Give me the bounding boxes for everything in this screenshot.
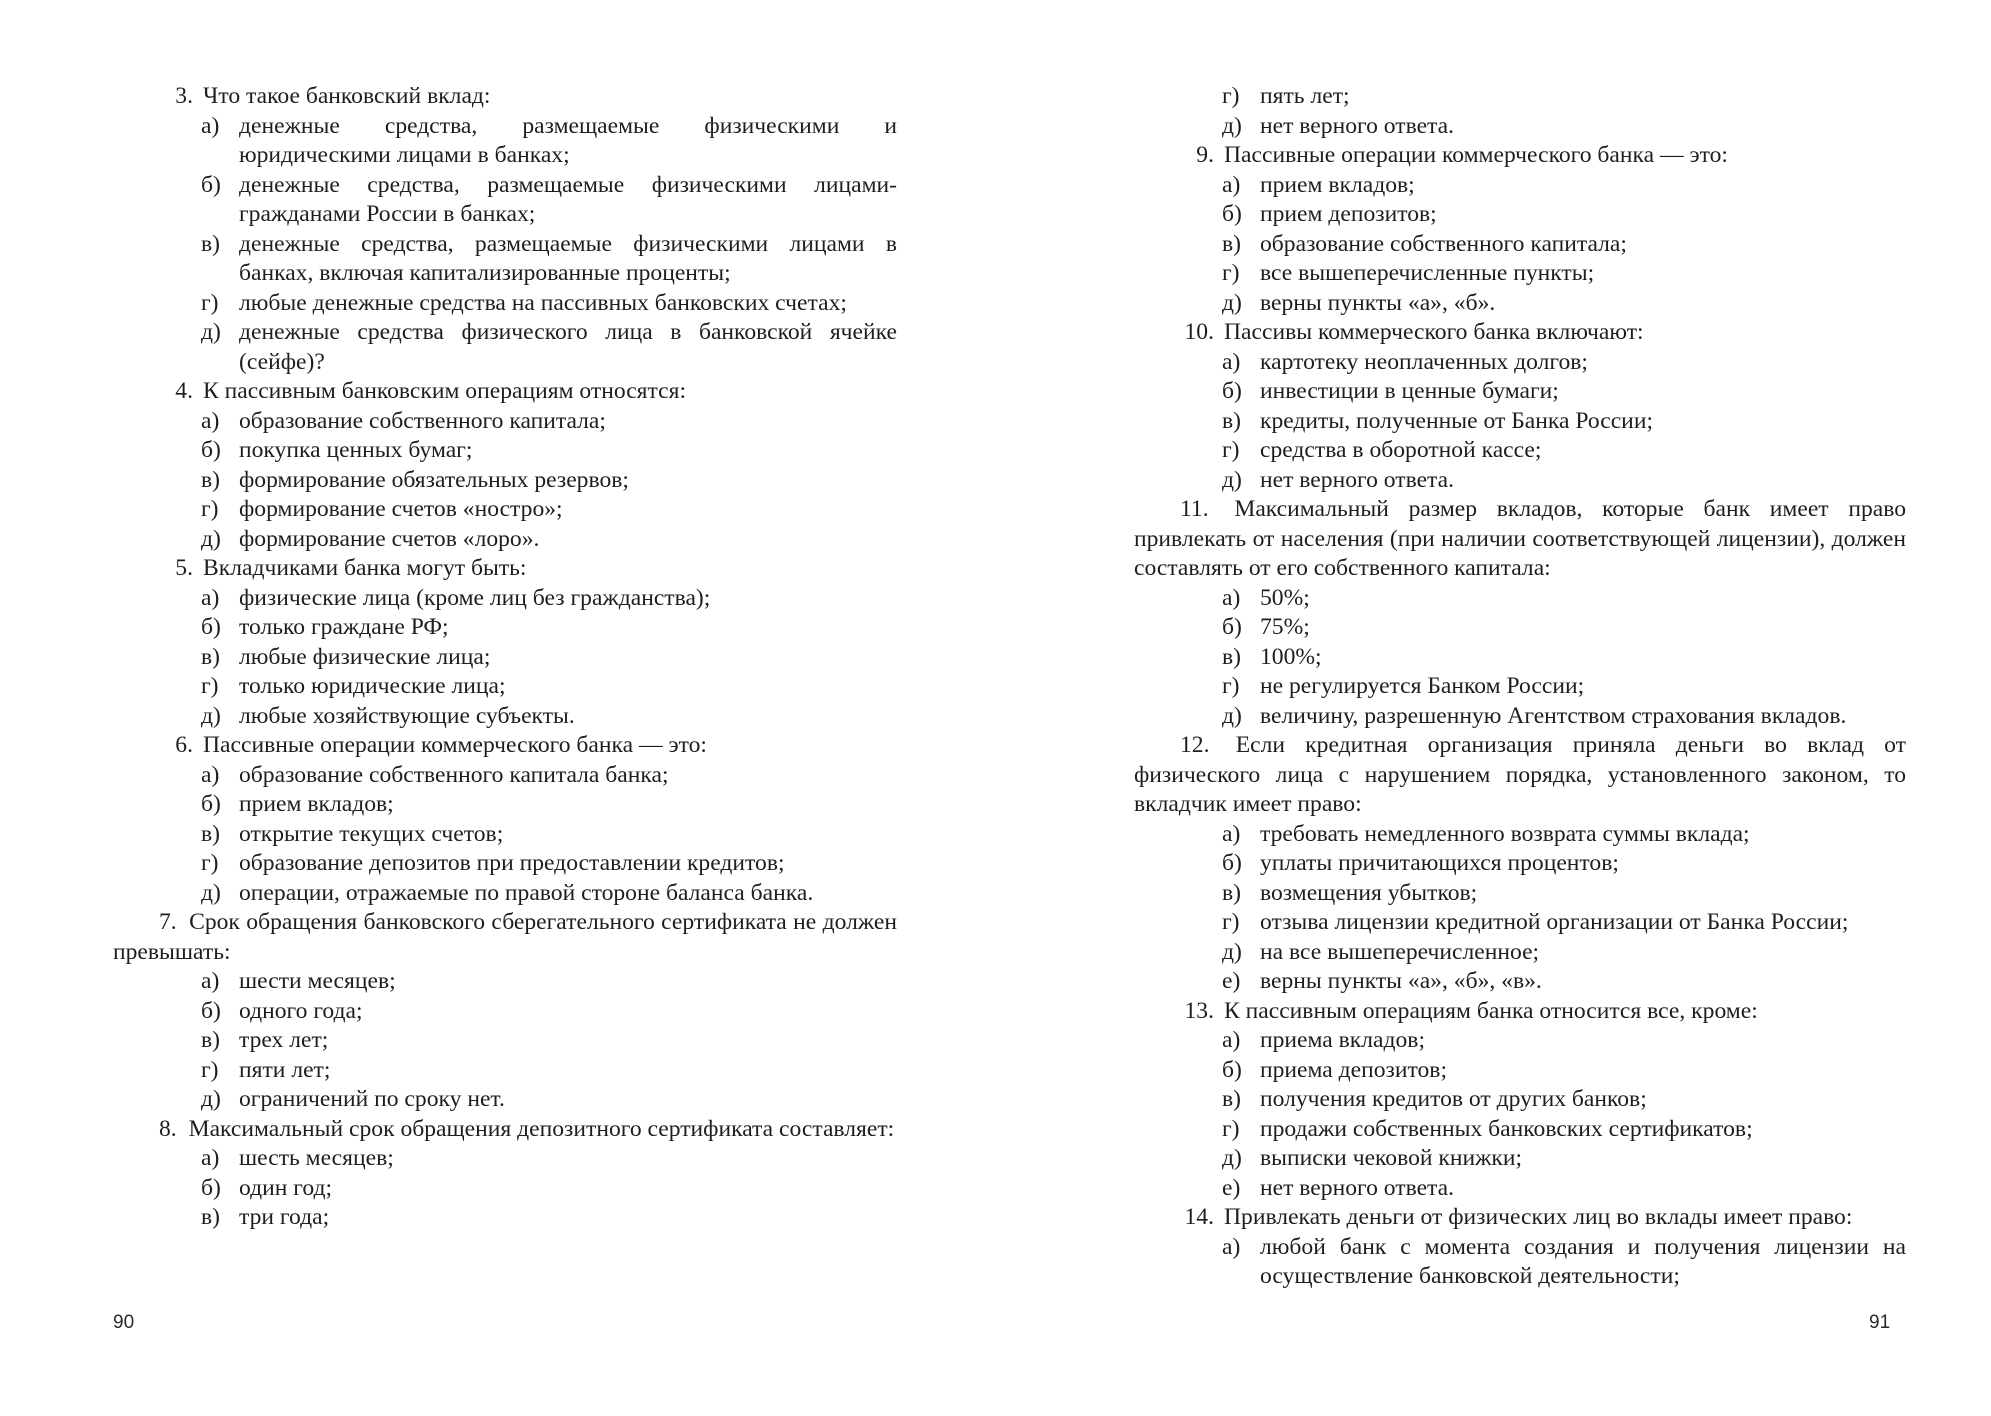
question-5 bbox=[113, 554, 897, 584]
option-letter: е) bbox=[1222, 1174, 1241, 1201]
option-letter: б) bbox=[1222, 1056, 1242, 1083]
option-text: любые хозяйствующие субъекты. bbox=[239, 702, 575, 729]
question-number: 11. bbox=[1180, 496, 1209, 522]
option-text: средства в оборотной кассе; bbox=[1260, 437, 1542, 463]
option-text: не регулируется Банком России; bbox=[1260, 673, 1585, 699]
option-letter: б) bbox=[201, 614, 221, 640]
answer-option bbox=[201, 584, 897, 614]
answer-option bbox=[201, 879, 897, 909]
question-text: Максимальный срок обращения депозитного сертификата составляет: bbox=[188, 1115, 895, 1142]
option-text: образование собственного капитала банка; bbox=[239, 761, 669, 788]
answer-option bbox=[1222, 613, 1906, 643]
question-number: 4. bbox=[175, 378, 193, 404]
option-letter: в) bbox=[1222, 230, 1241, 257]
option-text: требовать немедленного возврата суммы вклада; bbox=[1260, 820, 1750, 847]
option-text: открытие текущих счетов; bbox=[239, 820, 504, 847]
answer-option bbox=[1222, 849, 1906, 879]
option-text: на все вышеперечисленное; bbox=[1260, 938, 1540, 965]
option-text: нет верного ответа. bbox=[1260, 1174, 1455, 1201]
answer-option bbox=[1222, 1174, 1906, 1204]
option-text: денежные средства, размещаемые физическими лицами в банках, включая капитализированные проценты; bbox=[239, 230, 897, 286]
option-letter: г) bbox=[201, 496, 219, 522]
question-number: 10. bbox=[1184, 319, 1214, 345]
option-letter: д) bbox=[201, 319, 221, 345]
answer-option bbox=[201, 790, 897, 820]
right-page-text bbox=[1134, 82, 1906, 1292]
option-text: только граждане РФ; bbox=[239, 614, 449, 640]
question-7 bbox=[113, 908, 897, 967]
answer-option bbox=[1222, 436, 1906, 466]
question-text: Пассивные операции коммерческого банка — это: bbox=[203, 732, 707, 758]
question-9 bbox=[1134, 141, 1906, 171]
question-text: Пассивные операции коммерческого банка — это: bbox=[1224, 142, 1728, 168]
option-letter: а) bbox=[1222, 1027, 1241, 1053]
option-letter: д) bbox=[201, 702, 221, 729]
question-number: 8. bbox=[159, 1115, 177, 1142]
option-text: денежные средства физического лица в банковской ячейке (сейфе)? bbox=[239, 319, 897, 375]
answer-option bbox=[1222, 584, 1906, 614]
option-text: 50%; bbox=[1260, 584, 1310, 611]
option-text: пяти лет; bbox=[239, 1056, 331, 1083]
option-letter: д) bbox=[201, 879, 221, 906]
answer-option bbox=[201, 1203, 897, 1233]
question-number: 13. bbox=[1184, 997, 1214, 1024]
option-text: любой банк с момента создания и получения лицензии на осуществление банковской деятельности; bbox=[1260, 1233, 1906, 1289]
option-letter: д) bbox=[1222, 702, 1242, 729]
option-text: шесть месяцев; bbox=[239, 1145, 394, 1171]
option-text: возмещения убытков; bbox=[1260, 879, 1478, 906]
option-letter: г) bbox=[201, 673, 219, 699]
question-14 bbox=[1134, 1203, 1906, 1233]
answer-option bbox=[201, 318, 897, 377]
option-text: формирование счетов «лоро». bbox=[239, 525, 540, 552]
option-letter: а) bbox=[201, 584, 220, 611]
option-letter: б) bbox=[201, 437, 221, 463]
option-letter: в) bbox=[201, 1204, 220, 1230]
answer-option bbox=[1222, 259, 1906, 289]
answer-option bbox=[1222, 820, 1906, 850]
option-text: 100%; bbox=[1260, 643, 1322, 670]
option-text: 75%; bbox=[1260, 614, 1310, 640]
answer-option bbox=[1222, 967, 1906, 997]
option-letter: д) bbox=[1222, 1145, 1242, 1171]
option-text: трех лет; bbox=[239, 1027, 329, 1053]
answer-option bbox=[201, 525, 897, 555]
option-text: три года; bbox=[239, 1204, 330, 1230]
answer-option bbox=[1222, 1233, 1906, 1292]
answer-option bbox=[1222, 466, 1906, 496]
option-letter: в) bbox=[201, 230, 220, 257]
answer-option bbox=[201, 407, 897, 437]
option-letter: д) bbox=[201, 1086, 221, 1112]
answer-option bbox=[201, 702, 897, 732]
option-text: уплаты причитающихся процентов; bbox=[1260, 850, 1619, 876]
answer-option bbox=[1222, 643, 1906, 673]
option-letter: б) bbox=[201, 791, 221, 817]
answer-option bbox=[1222, 1056, 1906, 1086]
option-text: инвестиции в ценные бумаги; bbox=[1260, 378, 1559, 404]
option-text: формирование счетов «ностро»; bbox=[239, 496, 563, 522]
option-letter: а) bbox=[1222, 171, 1241, 198]
question-number: 12. bbox=[1180, 732, 1210, 758]
answer-option bbox=[201, 967, 897, 997]
option-text: шести месяцев; bbox=[239, 968, 396, 994]
option-letter: г) bbox=[1222, 260, 1240, 286]
option-text: продажи собственных банковских сертификатов; bbox=[1260, 1115, 1753, 1142]
option-text: формирование обязательных резервов; bbox=[239, 466, 629, 493]
option-letter: г) bbox=[201, 1056, 219, 1083]
answer-option bbox=[201, 820, 897, 850]
answer-option bbox=[1222, 171, 1906, 201]
option-text: нет верного ответа. bbox=[1260, 466, 1455, 493]
answer-option bbox=[201, 495, 897, 525]
option-letter: а) bbox=[201, 112, 220, 139]
option-letter: в) bbox=[1222, 1086, 1241, 1112]
option-text: одного года; bbox=[239, 997, 363, 1024]
option-letter: д) bbox=[1222, 289, 1242, 316]
answer-option bbox=[201, 466, 897, 496]
option-letter: в) bbox=[1222, 879, 1241, 906]
answer-option bbox=[1222, 908, 1906, 938]
answer-option bbox=[1222, 407, 1906, 437]
answer-option bbox=[201, 1026, 897, 1056]
option-letter: г) bbox=[201, 850, 219, 876]
option-text: один год; bbox=[239, 1174, 333, 1201]
option-text: ограничений по сроку нет. bbox=[239, 1086, 505, 1112]
answer-option bbox=[1222, 1115, 1906, 1145]
option-letter: в) bbox=[201, 1027, 220, 1053]
option-letter: д) bbox=[1222, 466, 1242, 493]
option-letter: д) bbox=[1222, 938, 1242, 965]
option-text: картотеку неоплаченных долгов; bbox=[1260, 348, 1588, 375]
option-letter: а) bbox=[201, 407, 220, 434]
answer-option bbox=[201, 849, 897, 879]
option-letter: б) bbox=[1222, 378, 1242, 404]
left-page-text bbox=[113, 82, 897, 1233]
option-letter: а) bbox=[1222, 820, 1241, 847]
answer-option bbox=[201, 171, 897, 230]
option-letter: г) bbox=[201, 289, 219, 316]
option-letter: г) bbox=[1222, 673, 1240, 699]
option-letter: в) bbox=[201, 643, 220, 670]
question-text: Максимальный размер вкладов, которые банк имеет право привлекать от населения (при наличии соответствующей лицензии), должен составлять от его собственного капитала: bbox=[1134, 496, 1906, 581]
option-letter: а) bbox=[1222, 348, 1241, 375]
question-number: 14. bbox=[1184, 1204, 1214, 1230]
question-text: К пассивным банковским операциям относятся: bbox=[203, 378, 687, 404]
answer-option bbox=[201, 643, 897, 673]
option-text: любые физические лица; bbox=[239, 643, 491, 670]
question-number: 3. bbox=[175, 83, 193, 109]
option-letter: б) bbox=[201, 997, 221, 1024]
option-letter: в) bbox=[1222, 407, 1241, 434]
option-letter: б) bbox=[1222, 614, 1242, 640]
page-number: 90 bbox=[113, 1312, 135, 1333]
answer-option bbox=[1222, 672, 1906, 702]
option-text: покупка ценных бумаг; bbox=[239, 437, 473, 463]
question-text: Вкладчиками банка могут быть: bbox=[203, 555, 527, 581]
question-number: 5. bbox=[175, 555, 193, 581]
right-page bbox=[1000, 0, 1991, 1416]
answer-option bbox=[1222, 938, 1906, 968]
answer-option bbox=[1222, 1144, 1906, 1174]
option-letter: а) bbox=[1222, 584, 1241, 611]
option-text: прием вкладов; bbox=[239, 791, 394, 817]
option-letter: д) bbox=[201, 525, 221, 552]
option-letter: б) bbox=[1222, 201, 1242, 227]
answer-option bbox=[201, 672, 897, 702]
question-text: Привлекать деньги от физических лиц во вклады имеет право: bbox=[1224, 1204, 1853, 1230]
question-text: Если кредитная организация приняла деньги во вклад от физического лица с нарушением порядка, установленного законом, то вкладчик имеет право: bbox=[1134, 732, 1906, 817]
question-8 bbox=[113, 1115, 897, 1145]
option-text: любые денежные средства на пассивных банковских счетах; bbox=[239, 289, 847, 316]
option-text: только юридические лица; bbox=[239, 673, 506, 699]
answer-option bbox=[1222, 82, 1906, 112]
answer-option bbox=[201, 289, 897, 319]
option-letter: а) bbox=[1222, 1233, 1241, 1260]
option-letter: д) bbox=[1222, 112, 1242, 139]
option-text: нет верного ответа. bbox=[1260, 112, 1455, 139]
question-11 bbox=[1134, 495, 1906, 584]
option-text: прием вкладов; bbox=[1260, 171, 1415, 198]
answer-option bbox=[201, 1056, 897, 1086]
option-letter: г) bbox=[1222, 83, 1240, 109]
answer-option bbox=[1222, 112, 1906, 142]
answer-option bbox=[201, 997, 897, 1027]
answer-option bbox=[201, 112, 897, 171]
option-letter: а) bbox=[201, 968, 220, 994]
question-12 bbox=[1134, 731, 1906, 820]
question-number: 9. bbox=[1196, 142, 1214, 168]
question-text: Пассивы коммерческого банка включают: bbox=[1224, 319, 1644, 345]
answer-option bbox=[201, 436, 897, 466]
answer-option bbox=[1222, 377, 1906, 407]
page-number: 91 bbox=[1869, 1312, 1891, 1333]
option-text: прием депозитов; bbox=[1260, 201, 1437, 227]
answer-option bbox=[201, 761, 897, 791]
option-text: образование собственного капитала; bbox=[1260, 230, 1627, 257]
answer-option bbox=[1222, 702, 1906, 732]
option-letter: а) bbox=[201, 1145, 220, 1171]
option-text: денежные средства, размещаемые физическими лицами-гражданами России в банках; bbox=[239, 171, 897, 227]
answer-option bbox=[1222, 1085, 1906, 1115]
option-text: физические лица (кроме лиц без гражданства); bbox=[239, 584, 711, 611]
option-text: пять лет; bbox=[1260, 83, 1350, 109]
option-text: отзыва лицензии кредитной организации от Банка России; bbox=[1260, 909, 1849, 935]
option-letter: е) bbox=[1222, 968, 1241, 994]
question-number: 6. bbox=[175, 732, 193, 758]
question-6 bbox=[113, 731, 897, 761]
option-text: получения кредитов от других банков; bbox=[1260, 1086, 1647, 1112]
question-10 bbox=[1134, 318, 1906, 348]
option-letter: в) bbox=[1222, 643, 1241, 670]
option-text: денежные средства, размещаемые физическими и юридическими лицами в банках; bbox=[239, 112, 897, 168]
question-3 bbox=[113, 82, 897, 112]
question-text: К пассивным операциям банка относится все, кроме: bbox=[1224, 997, 1758, 1024]
option-letter: б) bbox=[201, 171, 221, 198]
option-letter: а) bbox=[201, 761, 220, 788]
question-text: Срок обращения банковского сберегательного сертификата не должен превышать: bbox=[113, 909, 897, 965]
option-text: приема депозитов; bbox=[1260, 1056, 1447, 1083]
answer-option bbox=[201, 230, 897, 289]
answer-option bbox=[201, 1085, 897, 1115]
option-letter: в) bbox=[201, 820, 220, 847]
option-text: верны пункты «а», «б». bbox=[1260, 289, 1496, 316]
question-13 bbox=[1134, 997, 1906, 1027]
option-letter: г) bbox=[1222, 909, 1240, 935]
option-text: все вышеперечисленные пункты; bbox=[1260, 260, 1595, 286]
option-text: образование депозитов при предоставлении кредитов; bbox=[239, 850, 785, 876]
option-text: выписки чековой книжки; bbox=[1260, 1145, 1523, 1171]
option-text: приема вкладов; bbox=[1260, 1027, 1426, 1053]
option-text: величину, разрешенную Агентством страхования вкладов. bbox=[1260, 702, 1847, 729]
question-number: 7. bbox=[159, 909, 177, 935]
answer-option bbox=[201, 613, 897, 643]
option-letter: в) bbox=[201, 466, 220, 493]
answer-option bbox=[1222, 230, 1906, 260]
option-letter: б) bbox=[201, 1174, 221, 1201]
question-4 bbox=[113, 377, 897, 407]
answer-option bbox=[1222, 879, 1906, 909]
option-text: образование собственного капитала; bbox=[239, 407, 606, 434]
answer-option bbox=[1222, 348, 1906, 378]
option-letter: г) bbox=[1222, 1115, 1240, 1142]
answer-option bbox=[201, 1174, 897, 1204]
option-text: операции, отражаемые по правой стороне баланса банка. bbox=[239, 879, 814, 906]
answer-option bbox=[1222, 200, 1906, 230]
answer-option bbox=[1222, 1026, 1906, 1056]
option-letter: б) bbox=[1222, 850, 1242, 876]
option-text: кредиты, полученные от Банка России; bbox=[1260, 407, 1653, 434]
answer-option bbox=[201, 1144, 897, 1174]
option-text: верны пункты «а», «б», «в». bbox=[1260, 968, 1542, 994]
question-text: Что такое банковский вклад: bbox=[203, 83, 491, 109]
answer-option bbox=[1222, 289, 1906, 319]
option-letter: г) bbox=[1222, 437, 1240, 463]
